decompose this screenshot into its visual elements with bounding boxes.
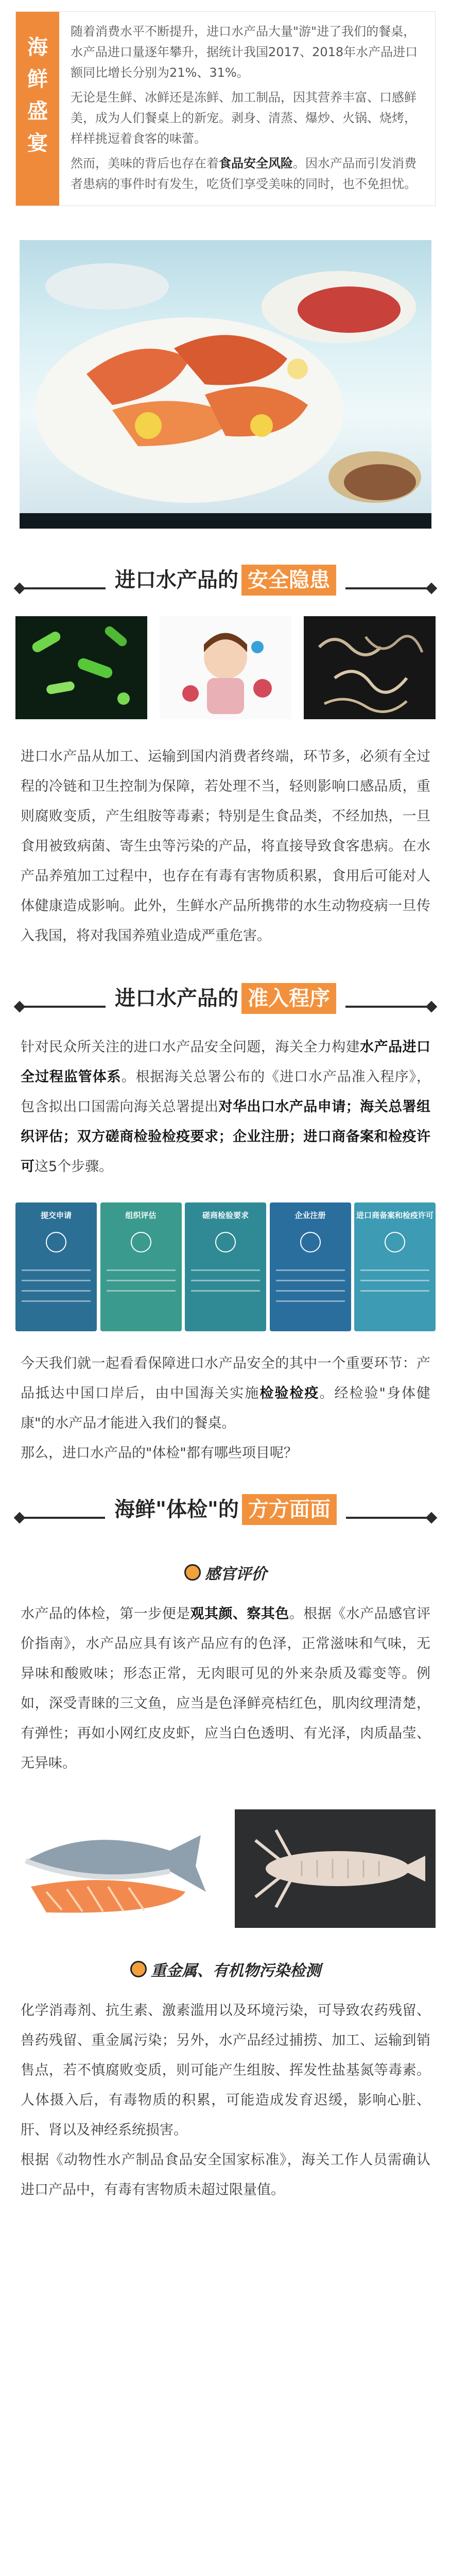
intro-paragraph: 然而，美味的背后也存在着食品安全风险。因水产品而引发消费者患病的事件时有发生，吃货们享受美味的同时，也不免担忧。 [71, 156, 417, 191]
intro-tag [16, 12, 59, 206]
section-highlight: 安全隐患 [241, 565, 336, 596]
seafood-platter-image [20, 240, 431, 529]
parasite-worms-image [304, 616, 436, 719]
clipboard-icon [385, 1232, 405, 1252]
intro-tag-char: 海 [27, 35, 48, 59]
seafood-image-pair [15, 1809, 436, 1928]
intro-tag-char: 宴 [27, 131, 48, 155]
article [0, 11, 451, 2205]
building-icon [300, 1232, 321, 1252]
intro-body [59, 12, 435, 206]
step-submit-application: 提交申请 [15, 1202, 97, 1331]
star-badge-icon [184, 1564, 201, 1581]
section-highlight: 准入程序 [241, 983, 336, 1014]
subsection-sensory-evaluation: 感官评价 [0, 1561, 451, 1584]
step-assessment: 组织评估 [100, 1202, 182, 1331]
section-title: 进口水产品的 [115, 568, 238, 592]
section2-paragraph: 针对民众所关注的进口水产品安全问题，海关全力构建水产品进口全过程监管体系。根据海关总署公布的《进口水产品准入程序》，包含拟出口国需向海关总署提出对华出口水产品申请；海关总署组织评估；双方磋商检验检疫要求；企业注册；进口商备案和检疫许可这5个步骤。 [21, 1039, 431, 1175]
heavy-metal-paragraph: 化学消毒剂、抗生素、激素滥用以及环境污染，可导致农药残留、兽药残留、重金属污染；另外，水产品经过捕捞、加工、运输到销售点，若不慎腐败变质，则可能产生组胺、挥发性盐基氮等毒素。人体摄入后，有毒物质的积累，可能造成发育迟缓，影响心脏、肝、肾以及神经系统损害。 [21, 2003, 430, 2138]
section1-paragraph: 进口水产品从加工、运输到国内消费者终端，环节多，必须有全过程的冷链和卫生控制为保障，若处理不当，轻则影响口感品质，重则腐败变质，产生组胺等毒素；特别是生食品类，不经加热，一旦食用被致病菌、寄生虫等污染的产品，将直接导致食客患病。在水产品养殖加工过程中，也存在有毒有害物质积累，食用后可能对人体健康造成影响。此外，生鲜水产品所携带的水生动物疫病一旦传入我国，将对我国养殖业造成严重危害。 [21, 749, 430, 944]
section-header-safety-risks [15, 551, 436, 603]
subsection-heavy-metal-testing: 重金属、有机物污染检测 [0, 1958, 451, 1980]
section-highlight: 方方面面 [242, 1494, 337, 1525]
intro-paragraph: 随着消费水平不断提升，进口水产品大量"游"进了我们的餐桌，水产品进口量逐年攀升，据统计我国2017、2018年水产品进口额同比增长分别为21%、31%。 [71, 24, 418, 80]
star-badge-icon [130, 1961, 147, 1977]
hazard-image-row [15, 616, 436, 719]
chart-icon [131, 1232, 151, 1252]
intro-paragraph: 无论是生鲜、冰鲜还是冻鲜、加工制品，因其营养丰富、口感鲜美，成为人们餐桌上的新宠。剥身、清蒸、爆炒、火锅、烧烤，样样挑逗着食客的味蕾。 [71, 90, 417, 146]
section-title: 进口水产品的 [115, 987, 238, 1010]
document-icon [46, 1232, 66, 1252]
step-negotiate-requirements: 磋商检验要求 [185, 1202, 266, 1331]
bacteria-image [15, 616, 147, 719]
section-title: 海鲜"体检"的 [114, 1498, 239, 1521]
handshake-icon [215, 1232, 236, 1252]
intro-tag-char: 鲜 [27, 67, 48, 91]
heavy-metal-paragraph-2: 根据《动物性水产制品食品安全国家标准》，海关工作人员需确认进口产品中，有毒有害物质未超过限量值。 [21, 2152, 430, 2198]
section-header-access-procedure [15, 970, 436, 1021]
intro-tag-char: 盛 [27, 99, 48, 123]
step-enterprise-registration: 企业注册 [270, 1202, 351, 1331]
section-header-checkup-aspects [15, 1481, 436, 1532]
salmon-image [15, 1809, 216, 1928]
access-procedure-steps [15, 1202, 436, 1331]
sick-person-illustration [160, 616, 291, 719]
mantis-shrimp-image [235, 1809, 436, 1928]
food-safety-risk-highlight: 食品安全风险 [219, 156, 293, 171]
intro-card [15, 11, 436, 206]
section2-paragraph-2: 今天我们就一起看看保障进口水产品安全的其中一个重要环节：产品抵达中国口岸后，由中国海关实施检验检疫。经检验"身体健康"的水产品才能进入我们的餐桌。 那么，进口水产品的"体检"都有哪些项目呢？ [21, 1355, 431, 1461]
step-importer-filing: 进口商备案和检疫许可 [354, 1202, 436, 1331]
sensory-paragraph: 水产品的体检，第一步便是观其颜、察其色。根据《水产品感官评价指南》，水产品应具有该产品应有的色泽，正常滋味和气味，无异味和酸败味；形态正常，无肉眼可见的外来杂质及霉变等。例如，深受青睐的三文鱼，应当是色泽鲜亮桔红色，肌肉纹理清楚，有弹性；再如小网红皮皮虾，应当白色透明、有光泽，肉质晶莹、无异味。 [21, 1606, 431, 1771]
